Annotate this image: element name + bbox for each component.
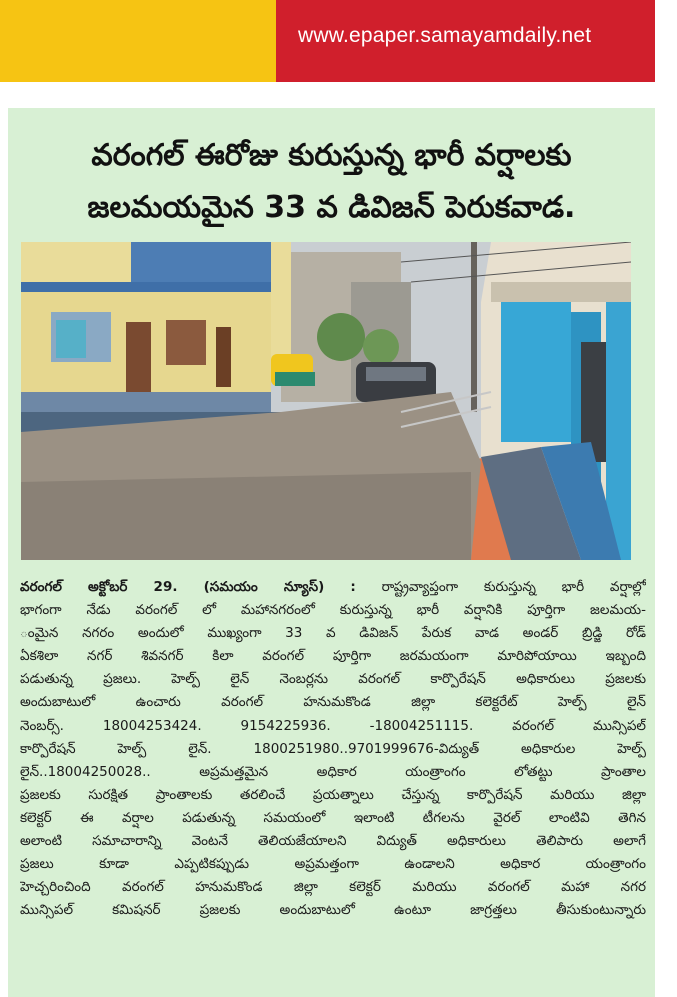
news-card: [8, 108, 655, 997]
article-body: [20, 576, 646, 922]
article-line: ప్రజలకు సురక్షిత ప్రాంతాలకు తరలించే ప్రయత్నాలు చేస్తున్న కార్పొరేషన్ మరియు జిల్లా: [20, 786, 646, 803]
article-line: హెచ్చరించింది వరంగల్ హనుమకొండ జిల్లా కలెక్టర్ మరియు వరంగల్ మహా నగర: [20, 879, 646, 896]
article-line: లైన్..18004250028.. అప్రమత్తమైన అధికార యంత్రాంగం లోతట్టు ప్రాంతాల: [20, 763, 646, 780]
article-line: పడుతున్న ప్రజలు. హెల్ప్ లైన్ నెంబర్లను వరంగల్ కార్పొరేషన్ అధికారులు ప్రజలకు: [20, 671, 646, 688]
headline: [8, 130, 655, 234]
article-line: కార్పొరేషన్ హెల్ప్ లైన్. 1800251980..9701999676-విద్యుత్ అధికారుల హెల్ప్: [20, 740, 646, 757]
headline-line-2: జలమయమైన 33 వ డివిజన్ పెరుకవాడ.: [87, 190, 576, 225]
site-url-link[interactable]: www.epaper.samayamdaily.net: [298, 24, 592, 47]
banner-edge: [655, 0, 677, 82]
banner-yellow-block: [0, 0, 276, 82]
article-line: కలెక్టర్ ఈ వర్షాల పడుతున్న సమయంలో ఇలాంటి టీగలను వైరల్ లాంటివి తెగిన: [20, 809, 646, 826]
article-line: అందుబాటులో ఉంచారు వరంగల్ హనుమకొండ జిల్లా కలెక్టరేట్ హెల్ప్ లైన్: [20, 694, 646, 711]
article-line: ప్రజలు కూడా ఎప్పటికప్పుడు అప్రమత్తంగా ఉండాలని అధికార యంత్రాంగం: [20, 856, 646, 873]
article-line: భాగంగా నేడు వరంగల్ లో మహానగరంలో కురుస్తున్న భారీ వర్షానికి పూర్తిగా జలమయ-: [20, 602, 646, 619]
article-line-1: [20, 576, 646, 599]
article-line-1-text: రాష్ట్రవ్యాప్తంగా కురుస్తున్న భారీ వర్షాల్లో: [381, 579, 646, 595]
article-line: మున్సిపల్ కమిషనర్ ప్రజలకు అందుబాటులో ఉంటూ జాగ్రత్తలు తీసుకుంటున్నారు: [20, 902, 646, 919]
article-line: ఏకశిలా నగర్ శివనగర్ కిలా వరంగల్ పూర్తిగా జరమయంగా మారిపోయాయి ఇబ్బంది: [20, 648, 646, 665]
article-line: ంమైన నగరం అందులో ముఖ్యంగా 33 వ డివిజన్ పేరుక వాడ అండర్ బ్రిడ్జి రోడ్: [20, 625, 646, 642]
article-dateline: వరంగల్ అక్టోబర్ 29. (సమయం న్యూస్) :: [20, 579, 356, 595]
top-banner: [0, 0, 677, 82]
article-line: నెంబర్స్. 18004253424. 9154225936. -18004251115. వరంగల్ మున్సిపల్: [20, 717, 646, 734]
headline-line-1: వరంగల్ ఈరోజు కురుస్తున్న భారీ వర్షాలకు: [91, 138, 572, 173]
flooded-street-photo: [21, 242, 631, 560]
article-line: అలాంటి సమాచారాన్ని వెంటనే తెలియజేయాలని విద్యుత్ అధికారులు తెలిపారు అలాగే: [20, 833, 646, 850]
